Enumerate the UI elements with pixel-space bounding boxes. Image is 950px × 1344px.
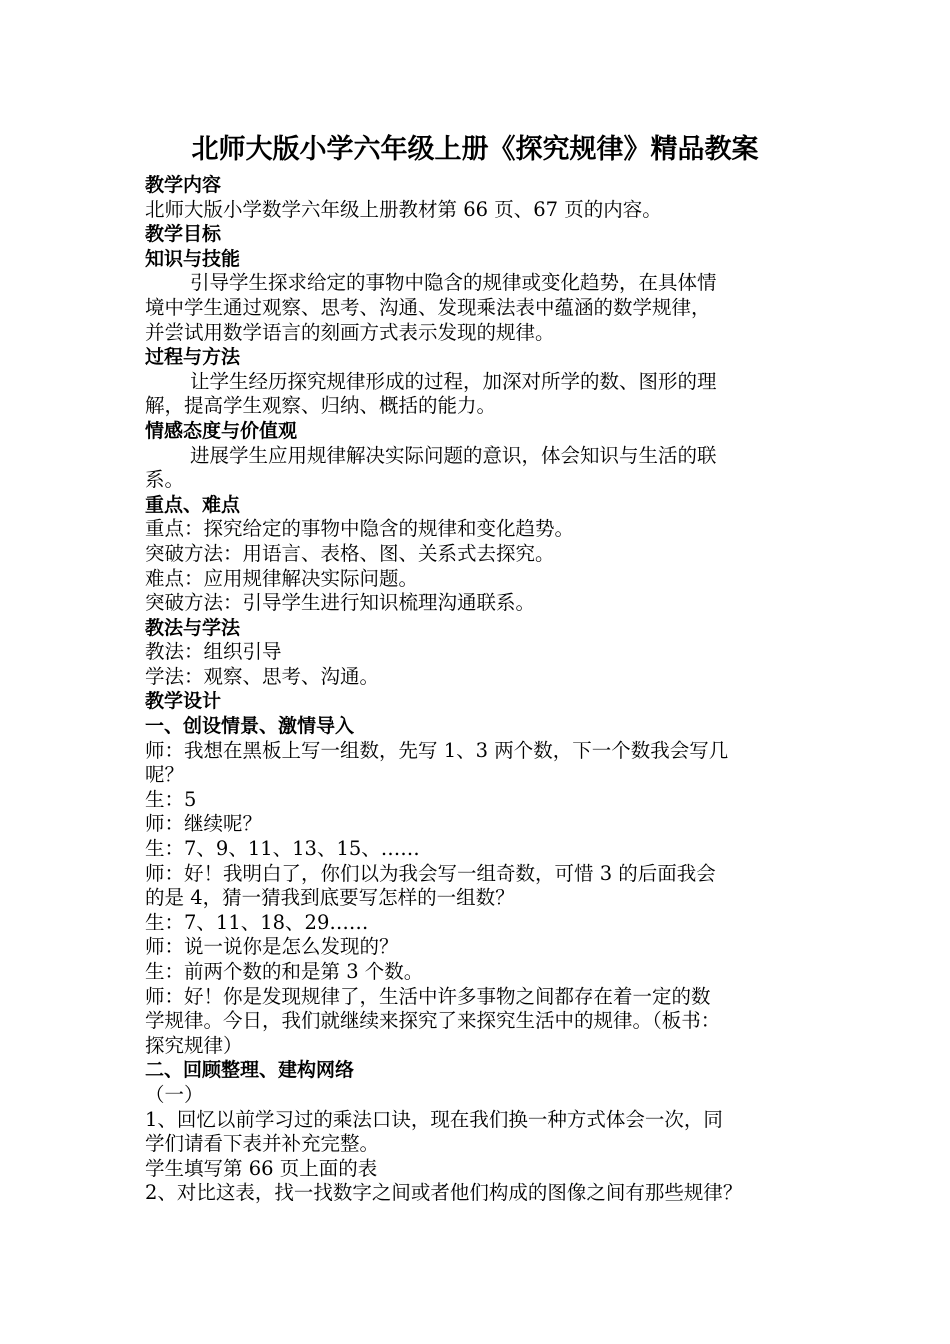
text-line: 1、回忆以前学习过的乘法口诀，现在我们换一种方式体会一次，同 — [145, 1107, 723, 1131]
text-line: 系。 — [145, 468, 185, 492]
text-line: 学规律。今日，我们就继续来探究了来探究生活中的规律。（板书： — [145, 1009, 721, 1033]
text-line: 进展学生应用规律解决实际问题的意识，体会知识与生活的联 — [190, 443, 717, 467]
section-heading: 过程与方法 — [145, 346, 241, 369]
text-line: 教法：组织引导 — [145, 640, 282, 664]
text-line: 呢？ — [145, 763, 185, 787]
text-line: 让学生经历探究规律形成的过程，加深对所学的数、图形的理 — [190, 369, 717, 393]
document-body — [145, 173, 820, 1206]
section-heading: 教学目标 — [145, 223, 222, 246]
text-line: 学法：观察、思考、沟通。 — [145, 664, 380, 688]
section-heading: 教学设计 — [145, 690, 222, 713]
text-line: 的是 4，猜一猜我到底要写怎样的一组数？ — [145, 886, 515, 910]
text-line: 生：7、11、18、29…… — [145, 910, 369, 934]
text-line: 师：我想在黑板上写一组数，先写 1、3 两个数，下一个数我会写几 — [145, 738, 729, 762]
section-heading: 重点、难点 — [145, 493, 241, 516]
text-line: 师：说一说你是怎么发现的？ — [145, 935, 399, 959]
text-line: 生：7、9、11、13、15、…… — [145, 837, 420, 861]
text-line: 突破方法：引导学生进行知识梳理沟通联系。 — [145, 591, 536, 615]
text-line: 2、对比这表，找一找数字之间或者他们构成的图像之间有那些规律？ — [145, 1181, 743, 1205]
text-line: 生：前两个数的和是第 3 个数。 — [145, 960, 424, 983]
section-heading: 教学内容 — [145, 174, 222, 196]
text-line: 并尝试用数学语言的刻画方式表示发现的规律。 — [145, 320, 555, 344]
section-heading: 知识与技能 — [145, 247, 241, 270]
text-line: 引导学生探求给定的事物中隐含的规律或变化趋势，在具体情 — [190, 271, 717, 295]
text-line: 重点：探究给定的事物中隐含的规律和变化趋势。 — [145, 517, 575, 541]
text-line: 北师大版小学数学六年级上册教材第 66 页、67 页的内容。 — [145, 197, 662, 221]
section-heading: 情感态度与价值观 — [145, 419, 298, 442]
section-heading: 教法与学法 — [145, 616, 241, 639]
section-heading: 二、回顾整理、建构网络 — [145, 1059, 355, 1082]
text-line: 探究规律） — [145, 1033, 243, 1057]
text-line: 学们请看下表并补充完整。 — [145, 1132, 380, 1156]
document-title: 北师大版小学六年级上册《探究规律》精品教案 — [191, 134, 759, 165]
text-line: 师：好！你是发现规律了，生活中许多事物之间都存在着一定的数 — [145, 984, 711, 1008]
text-line: 境中学生通过观察、思考、沟通、发现乘法表中蕴涵的数学规律， — [145, 295, 711, 319]
text-line: 难点：应用规律解决实际问题。 — [145, 566, 419, 590]
text-line: 师：继续呢？ — [145, 812, 263, 836]
text-line: 突破方法：用语言、表格、图、关系式去探究。 — [145, 541, 555, 565]
text-line: 解，提高学生观察、归纳、概括的能力。 — [145, 394, 497, 418]
text-line: 生：5 — [145, 787, 197, 811]
section-heading: 一、创设情景、激情导入 — [145, 715, 355, 738]
text-line: （一） — [145, 1082, 204, 1106]
text-line: 师：好！我明白了，你们以为我会写一组奇数，可惜 3 的后面我会 — [145, 861, 716, 885]
text-line: 学生填写第 66 页上面的表 — [145, 1156, 378, 1180]
